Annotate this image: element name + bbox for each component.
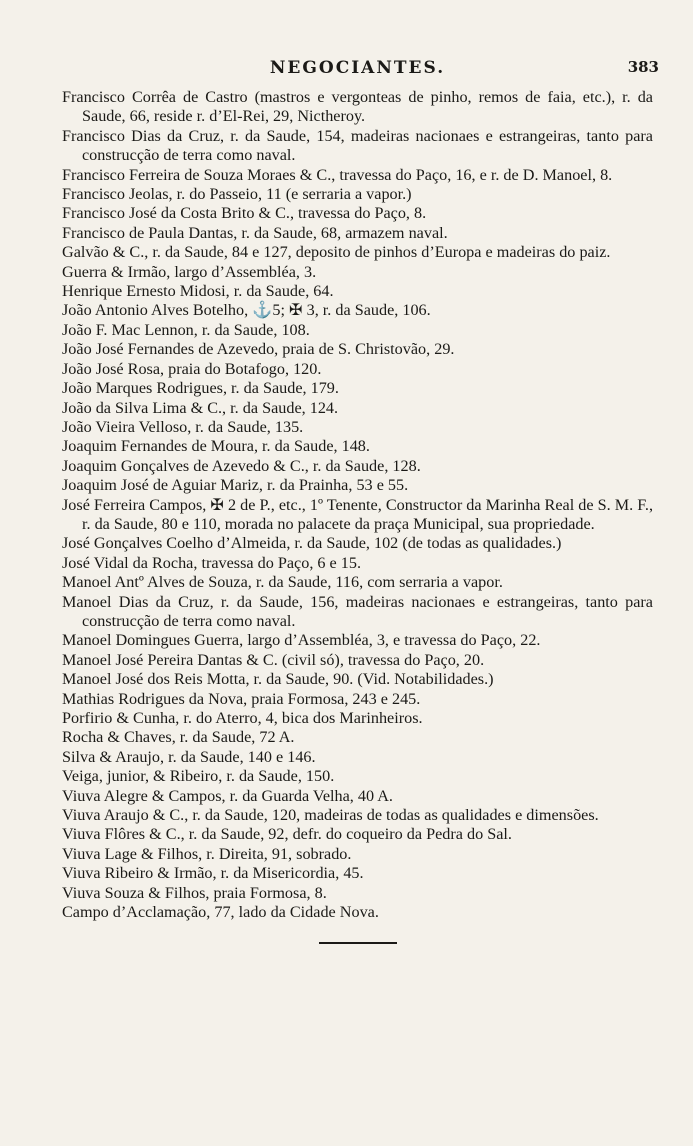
list-item: Joaquim José de Aguiar Mariz, r. da Prainha, 53 e 55.	[62, 476, 409, 495]
list-item: Mathias Rodrigues da Nova, praia Formosa, 243 e 245.	[62, 689, 421, 708]
list-item: Campo d’Acclamação, 77, lado da Cidade Nova.	[62, 903, 379, 922]
list-item: Francisco Ferreira de Souza Moraes & C., travessa do Paço, 16, e r. de D. Manoel, 8.	[62, 165, 613, 184]
list-item: Veiga, junior, & Ribeiro, r. da Saude, 150.	[62, 767, 335, 786]
list-item: Francisco Dias da Cruz, r. da Saude, 154, madeiras nacionaes e estrangeiras, tanto para construcção de terra como naval.	[62, 126, 653, 165]
list-item: Viuva Alegre & Campos, r. da Guarda Velha, 40 A.	[62, 786, 393, 805]
list-item: Viuva Flôres & C., r. da Saude, 92, defr. do coqueiro da Pedra do Sal.	[62, 825, 512, 844]
list-item: João Marques Rodrigues, r. da Saude, 179.	[62, 379, 339, 398]
list-item: João F. Mac Lennon, r. da Saude, 108.	[62, 320, 310, 339]
list-item: Henrique Ernesto Midosi, r. da Saude, 64.	[62, 282, 334, 301]
list-item: Silva & Araujo, r. da Saude, 140 e 146.	[62, 747, 316, 766]
end-rule-divider	[319, 942, 397, 944]
list-item: Francisco Corrêa de Castro (mastros e vergonteas de pinho, remos de faia, etc.), r. da Saude, 66, reside r. d’El-Rei, 29, Nictheroy.	[62, 88, 653, 126]
list-item: Francisco José da Costa Brito & C., travessa do Paço, 8.	[62, 204, 427, 223]
list-item: Viuva Souza & Filhos, praia Formosa, 8.	[62, 883, 327, 902]
list-item: José Ferreira Campos, ✠ 2 de P., etc., 1º Tenente, Constructor da Marinha Real de S. M. F., r. da Saude, 80 e 110, morada no palacete da praça Municipal, sua propriedade.	[62, 495, 653, 533]
list-item: Galvão & C., r. da Saude, 84 e 127, deposito de pinhos d’Europa e madeiras do paiz.	[62, 243, 611, 262]
list-item: João Vieira Velloso, r. da Saude, 135.	[62, 417, 304, 436]
list-item: Viuva Araujo & C., r. da Saude, 120, madeiras de todas as qualidades e dimensões.	[62, 806, 599, 825]
list-item: Manoel Antº Alves de Souza, r. da Saude, 116, com serraria a vapor.	[62, 573, 503, 592]
list-item: João da Silva Lima & C., r. da Saude, 124.	[62, 398, 339, 417]
page-header	[62, 52, 659, 88]
list-item: Joaquim Gonçalves de Azevedo & C., r. da Saude, 128.	[62, 456, 421, 475]
list-item: Rocha & Chaves, r. da Saude, 72 A.	[62, 728, 295, 747]
entry-list	[62, 88, 653, 922]
list-item: Francisco de Paula Dantas, r. da Saude, 68, armazem naval.	[62, 223, 448, 242]
list-item: Manoel Dias da Cruz, r. da Saude, 156, madeiras nacionaes e estrangeiras, tanto para construcção de terra como naval.	[62, 592, 653, 630]
list-item: João José Rosa, praia do Botafogo, 120.	[62, 359, 322, 378]
list-item: Porfirio & Cunha, r. do Aterro, 4, bica dos Marinheiros.	[62, 709, 423, 727]
list-item: Manoel Domingues Guerra, largo d’Assembléa, 3, e travessa do Paço, 22.	[62, 631, 541, 650]
list-item: Viuva Lage & Filhos, r. Direita, 91, sobrado.	[62, 844, 352, 863]
list-item: João José Fernandes de Azevedo, praia de S. Christovão, 29.	[62, 340, 455, 359]
list-item: Francisco Jeolas, r. do Passeio, 11 (e serraria a vapor.)	[62, 185, 412, 204]
list-item: Joaquim Fernandes de Moura, r. da Saude, 148.	[62, 437, 370, 456]
list-item: João Antonio Alves Botelho, ⚓5; ✠ 3, r. da Saude, 106.	[62, 301, 431, 320]
page-title: NEGOCIANTES.	[269, 58, 446, 78]
list-item: Manoel José Pereira Dantas & C. (civil só), travessa do Paço, 20.	[62, 650, 485, 669]
list-item: Guerra & Irmão, largo d’Assembléa, 3.	[62, 262, 317, 281]
list-item: Manoel José dos Reis Motta, r. da Saude, 90. (Vid. Notabilidades.)	[62, 670, 494, 689]
list-item: José Gonçalves Coelho d’Almeida, r. da Saude, 102 (de todas as qualidades.)	[62, 534, 562, 553]
list-item: José Vidal da Rocha, travessa do Paço, 6 e 15.	[62, 553, 362, 572]
list-item: Viuva Ribeiro & Irmão, r. da Misericordia, 45.	[62, 864, 364, 883]
page-number: 383	[627, 58, 659, 76]
